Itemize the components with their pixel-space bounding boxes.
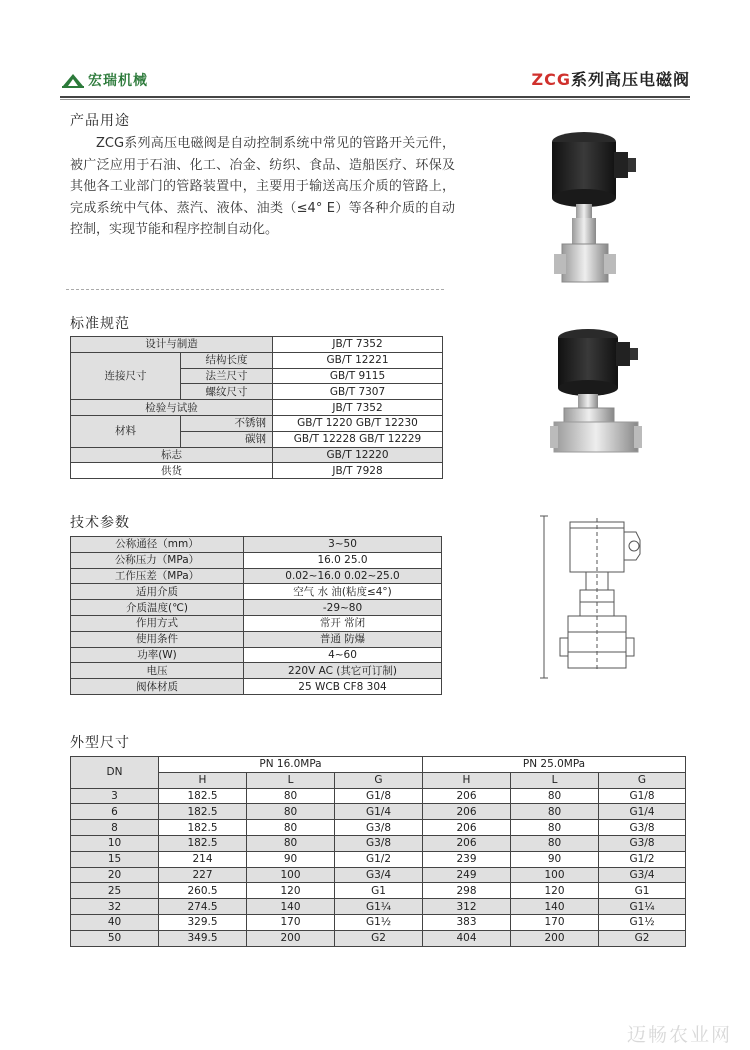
table-cell: G3/4 [335,867,423,883]
table-cell: 普通 防爆 [244,631,442,647]
table-row [71,930,686,946]
table-cell: G3/8 [599,835,686,851]
valve-drawing [540,512,652,682]
table-cell: 15 [71,851,159,867]
table-cell: G1¼ [599,899,686,915]
table-row [71,568,442,584]
table-cell: 298 [423,883,511,899]
table-cell: 80 [511,835,599,851]
table-cell: 40 [71,914,159,930]
table-row [71,835,686,851]
table-cell: 80 [511,788,599,804]
logo-text: 宏瑞机械 [88,73,148,89]
table-row [71,552,442,568]
table-cell: 274.5 [159,899,247,915]
table-cell: G [599,772,686,788]
table-cell: 工作压差（MPa） [71,568,244,584]
table-cell: JB/T 7352 [273,337,443,353]
section-divider [66,289,444,290]
table-cell: G1¼ [335,899,423,915]
table-cell: 材料 [71,415,181,447]
title-latin: ZCG [531,70,571,89]
table-cell: 80 [247,804,335,820]
table-row [71,600,442,616]
table-row [71,757,686,773]
table-cell: 182.5 [159,835,247,851]
table-row [71,772,686,788]
table-cell: 220V AC (其它可订制) [244,663,442,679]
table-cell: JB/T 7352 [273,400,443,416]
watermark: 迈畅农业网 [626,1024,732,1046]
table-row [71,447,443,463]
table-cell: L [247,772,335,788]
table-row [71,788,686,804]
table-cell: 90 [511,851,599,867]
table-cell: 电压 [71,663,244,679]
table-cell: 常开 常闭 [244,615,442,631]
title-rest: 系列高压电磁阀 [570,70,690,89]
table-cell: 阀体材质 [71,679,244,695]
table-cell: 标志 [71,447,273,463]
table-cell: 25 [71,883,159,899]
table-cell: 383 [423,914,511,930]
section-title-usage: 产品用途 [70,113,130,129]
table-row [71,400,443,416]
table-cell: G1/4 [335,804,423,820]
table-cell: 32 [71,899,159,915]
table-cell: 3~50 [244,537,442,553]
table-cell: 140 [247,899,335,915]
table-cell: 公称通径（mm） [71,537,244,553]
table-cell: 检验与试验 [71,400,273,416]
table-row [71,584,442,600]
table-cell: G1/2 [335,851,423,867]
table-row [71,663,442,679]
table-cell: 螺纹尺寸 [181,384,273,400]
table-cell: 227 [159,867,247,883]
table-cell: GB/T 1220 GB/T 12230 [273,415,443,431]
table-cell: PN 16.0MPa [159,757,423,773]
table-cell: 206 [423,788,511,804]
table-cell: 260.5 [159,883,247,899]
table-cell: G3/4 [599,867,686,883]
table-cell: GB/T 12220 [273,447,443,463]
page-header [60,66,690,96]
table-cell: JB/T 7928 [273,463,443,479]
section-title-standards: 标准规范 [70,316,130,332]
table-cell: 法兰尺寸 [181,368,273,384]
table-cell: 公称压力（MPa） [71,552,244,568]
table-cell: 10 [71,835,159,851]
table-cell: 不锈钢 [181,415,273,431]
header-rule-thin [60,99,690,100]
table-cell: 6 [71,804,159,820]
table-cell: 3 [71,788,159,804]
table-cell: G2 [335,930,423,946]
table-row [71,899,686,915]
table-cell: 连接尺寸 [71,352,181,399]
table-cell: G3/8 [599,820,686,836]
table-cell: 80 [247,820,335,836]
tech-table [70,536,442,695]
table-row [71,615,442,631]
table-cell: 50 [71,930,159,946]
table-cell: -29~80 [244,600,442,616]
table-cell: 16.0 25.0 [244,552,442,568]
logo-mark-icon [62,72,84,88]
table-row [71,337,443,353]
table-cell: 80 [247,835,335,851]
table-cell: PN 25.0MPa [423,757,686,773]
table-cell: 8 [71,820,159,836]
table-row [71,631,442,647]
table-cell: 设计与制造 [71,337,273,353]
table-cell: GB/T 7307 [273,384,443,400]
table-cell: G3/8 [335,820,423,836]
table-cell: 80 [511,820,599,836]
table-row [71,352,443,368]
table-cell: 结构长度 [181,352,273,368]
table-cell: G1 [335,883,423,899]
table-row [71,883,686,899]
table-cell: G3/8 [335,835,423,851]
table-cell: 0.02~16.0 0.02~25.0 [244,568,442,584]
table-row [71,647,442,663]
table-cell: 140 [511,899,599,915]
table-cell: G1/8 [599,788,686,804]
table-cell: 100 [247,867,335,883]
table-cell: 供货 [71,463,273,479]
table-cell: 适用介质 [71,584,244,600]
table-cell: 90 [247,851,335,867]
table-cell: 249 [423,867,511,883]
standards-table [70,336,443,479]
table-cell: 170 [511,914,599,930]
table-cell: 碳钢 [181,431,273,447]
table-cell: 404 [423,930,511,946]
table-cell: G2 [599,930,686,946]
table-cell: 329.5 [159,914,247,930]
header-rule [60,96,690,98]
table-cell: 80 [511,804,599,820]
table-cell: 使用条件 [71,631,244,647]
table-cell: G [335,772,423,788]
intro-paragraph: ZCG系列高压电磁阀是自动控制系统中常见的管路开关元件，被广泛应用于石油、化工、冶金、纺织、食品、造船医疗、环保及其他各工业部门的管路装置中，主要用于输送高压介质的管路上，完成系统中气体、蒸汽、液体、油类（≤4° E）等各种介质的自动控制，实现节能和程序控制自动化。 [70,136,455,237]
table-cell: 介质温度(℃) [71,600,244,616]
table-cell: GB/T 9115 [273,368,443,384]
table-cell: 100 [511,867,599,883]
table-cell: 182.5 [159,820,247,836]
table-row [71,867,686,883]
section-title-dims: 外型尺寸 [70,735,130,751]
table-cell: 200 [247,930,335,946]
table-cell: 206 [423,820,511,836]
table-cell: GB/T 12221 [273,352,443,368]
table-row [71,415,443,431]
valve-photo-1 [548,128,640,286]
table-cell: 182.5 [159,804,247,820]
table-cell: 120 [247,883,335,899]
table-cell: 182.5 [159,788,247,804]
table-cell: G1/4 [599,804,686,820]
table-cell: DN [71,757,159,789]
table-cell: 200 [511,930,599,946]
table-row [71,851,686,867]
table-cell: 312 [423,899,511,915]
document-title [532,67,691,90]
table-cell: G1/8 [335,788,423,804]
table-cell: 25 WCB CF8 304 [244,679,442,695]
table-cell: 214 [159,851,247,867]
table-cell: GB/T 12228 GB/T 12229 [273,431,443,447]
table-cell: 170 [247,914,335,930]
table-row [71,679,442,695]
table-cell: 120 [511,883,599,899]
section-title-tech: 技术参数 [70,515,130,531]
table-cell: G1½ [335,914,423,930]
table-cell: G1 [599,883,686,899]
dims-table [70,756,686,947]
company-logo [62,70,148,90]
table-cell: H [159,772,247,788]
table-cell: L [511,772,599,788]
table-cell: 功率(W) [71,647,244,663]
table-cell: 作用方式 [71,615,244,631]
table-row [71,914,686,930]
valve-photo-2 [550,326,645,460]
table-cell: 4~60 [244,647,442,663]
table-row [71,820,686,836]
table-cell: G1½ [599,914,686,930]
table-cell: H [423,772,511,788]
table-cell: 349.5 [159,930,247,946]
table-cell: 206 [423,804,511,820]
table-row [71,537,442,553]
table-cell: 206 [423,835,511,851]
table-cell: 239 [423,851,511,867]
table-cell: 20 [71,867,159,883]
table-cell: G1/2 [599,851,686,867]
table-row [71,804,686,820]
table-cell: 空气 水 油(粘度≤4°) [244,584,442,600]
table-row [71,463,443,479]
table-cell: 80 [247,788,335,804]
